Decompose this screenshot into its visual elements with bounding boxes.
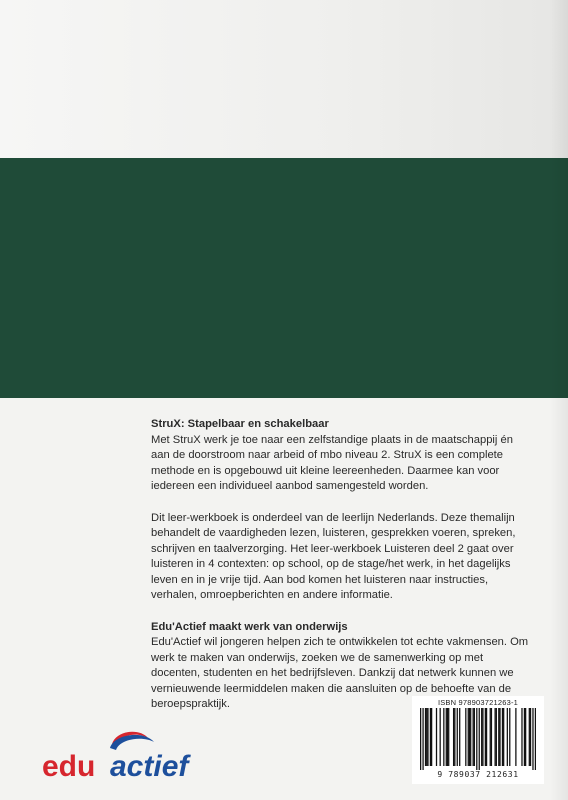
barcode-bar	[465, 708, 466, 766]
barcode-bar	[498, 708, 499, 766]
barcode-bar	[443, 708, 444, 766]
logo-graphic	[40, 724, 240, 784]
barcode-bar	[524, 708, 525, 766]
green-color-band	[0, 158, 568, 398]
barcode-bar	[476, 708, 477, 770]
barcode-bar	[496, 708, 497, 766]
barcode-bar	[482, 708, 483, 766]
barcode-bar	[426, 708, 427, 766]
barcode-bar	[525, 708, 526, 766]
barcode-bar	[485, 708, 486, 766]
barcode-bar	[509, 708, 510, 766]
logo-text-edu: edu	[42, 750, 96, 783]
page-edge-shadow	[550, 0, 568, 800]
section-heading-strux: StruX: Stapelbaar en schakelbaar	[151, 418, 329, 430]
barcode-bar	[425, 708, 426, 766]
barcode-bar	[469, 708, 470, 766]
barcode-bar	[535, 708, 536, 770]
barcode-bar	[440, 708, 441, 766]
ean-digits: 9 789037 212631	[437, 770, 519, 779]
barcode-bar	[454, 708, 455, 766]
barcode-bar	[430, 708, 431, 766]
barcode-bar	[507, 708, 508, 766]
barcode-bar	[503, 708, 504, 766]
barcode-bar	[468, 708, 469, 766]
barcode-bar	[474, 708, 475, 766]
barcode-bar	[420, 708, 421, 770]
barcode-bar	[446, 708, 447, 766]
barcode-bar	[448, 708, 449, 766]
barcode-bar	[515, 708, 516, 766]
eduactief-logo	[40, 724, 240, 784]
barcode-bar	[491, 708, 492, 766]
barcode-bar	[486, 708, 487, 766]
barcode-bar	[502, 708, 503, 766]
barcode-bar	[431, 708, 432, 766]
barcode-bar	[453, 708, 454, 766]
isbn-barcode	[412, 696, 544, 784]
barcode-bar	[459, 708, 460, 766]
barcode-bar	[530, 708, 531, 766]
back-cover-text	[151, 417, 531, 729]
paragraph-leerwerkboek: Dit leer-werkboek is onderdeel van de leerlijn Nederlands. Deze themalijn behandelt de vaardigheden lezen, luisteren, gesprekken voeren, spreken, schrijven en taalverzorging. Het leer-werkboek Luisteren deel 2 gaat over luisteren in 4 contexten: op school, op de stage/het werk, in het dagelijks leven en in je vrije tijd. Aan bod komen het luisteren naar instructies, verhalen, omroepberichten en andere informatie.	[151, 511, 516, 601]
barcode-bar	[532, 708, 533, 770]
paragraph-eduactief: Edu'Actief wil jongeren helpen zich te ontwikkelen tot echte vakmensen. Om werk te maken van onderwijs, zoeken we de samenwerking op met docenten, studenten en het bedrijfsleven. Dankzij dat netwerk kunnen we vernieuwende leermiddelen maken die aansluiten op de behoefte van de beroepspraktijk.	[151, 636, 529, 710]
barcode-bar	[494, 708, 495, 766]
barcode-bar	[427, 708, 428, 766]
isbn-label: ISBN 978903721263-1	[437, 698, 519, 707]
barcode-bar	[447, 708, 448, 766]
barcode-bars	[420, 708, 536, 770]
barcode-bar	[470, 708, 471, 766]
section-heading-eduactief: Edu'Actief maakt werk van onderwijs	[151, 620, 348, 633]
barcode-bar	[436, 708, 437, 766]
barcode-bar	[473, 708, 474, 766]
barcode-bar	[490, 708, 491, 766]
barcode-bar	[457, 708, 458, 766]
barcode-bar	[481, 708, 482, 766]
barcode-bar	[521, 708, 522, 766]
top-blank-area	[0, 0, 568, 158]
logo-text-actief: actief	[110, 750, 189, 783]
barcode-bar	[479, 708, 480, 770]
barcode-bar	[529, 708, 530, 766]
barcode-bar	[499, 708, 500, 766]
barcode-bar	[422, 708, 423, 770]
paragraph-strux: Met StruX werk je toe naar een zelfstandige plaats in de maatschappij én aan de doorstroom naar arbeid of mbo niveau 2. StruX is een complete methode en is opgebouwd uit kleine leereenheden. Daarmee kan voor iedereen een individueel aanbod samengesteld worden.	[151, 433, 513, 492]
